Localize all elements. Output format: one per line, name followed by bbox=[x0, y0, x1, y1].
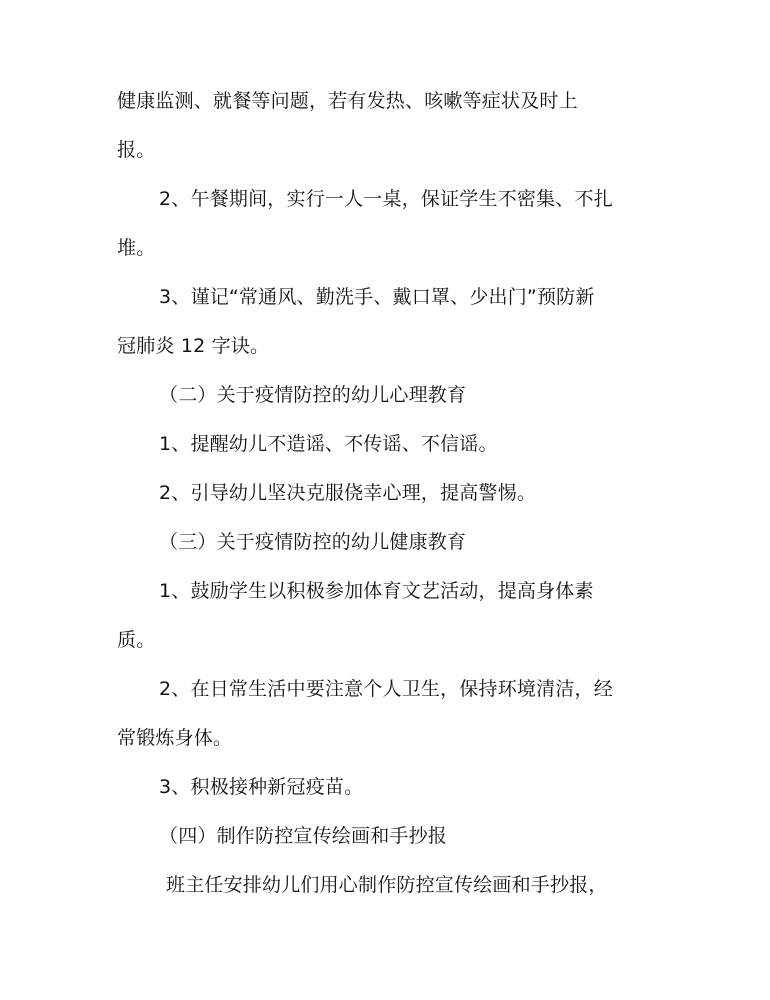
section-heading: （四）制作防控宣传绘画和手抄报 bbox=[159, 825, 448, 847]
list-item: 1、鼓励学生以积极参加体育文艺活动，提高身体素 bbox=[159, 580, 594, 602]
text-line: 健康监测、就餐等问题，若有发热、咳嗽等症状及时上 bbox=[117, 90, 578, 112]
list-item: 1、提醒幼儿不造谣、不传谣、不信谣。 bbox=[159, 433, 498, 455]
paragraph-start: 班主任安排幼儿们用心制作防控宣传绘画和手抄报， bbox=[166, 874, 608, 896]
list-item: 2、在日常生活中要注意个人卫生，保持环境清洁，经 bbox=[159, 678, 613, 700]
section-heading: （三）关于疫情防控的幼儿健康教育 bbox=[159, 531, 467, 553]
list-item: 2、午餐期间，实行一人一桌，保证学生不密集、不扎 bbox=[159, 188, 613, 210]
text-line: 质。 bbox=[117, 629, 156, 651]
text-line: 常锻炼身体。 bbox=[117, 727, 233, 749]
list-item: 3、谨记“常通风、勤洗手、戴口罩、少出门”预防新 bbox=[159, 286, 595, 308]
list-item: 2、引导幼儿坚决克服侥幸心理，提高警惕。 bbox=[159, 482, 537, 504]
text-line: 堆。 bbox=[117, 237, 156, 259]
section-heading: （二）关于疫情防控的幼儿心理教育 bbox=[159, 384, 467, 406]
text-line: 冠肺炎 12 字诀。 bbox=[117, 335, 270, 357]
list-item: 3、积极接种新冠疫苗。 bbox=[159, 776, 364, 798]
text-line: 报。 bbox=[117, 139, 156, 161]
